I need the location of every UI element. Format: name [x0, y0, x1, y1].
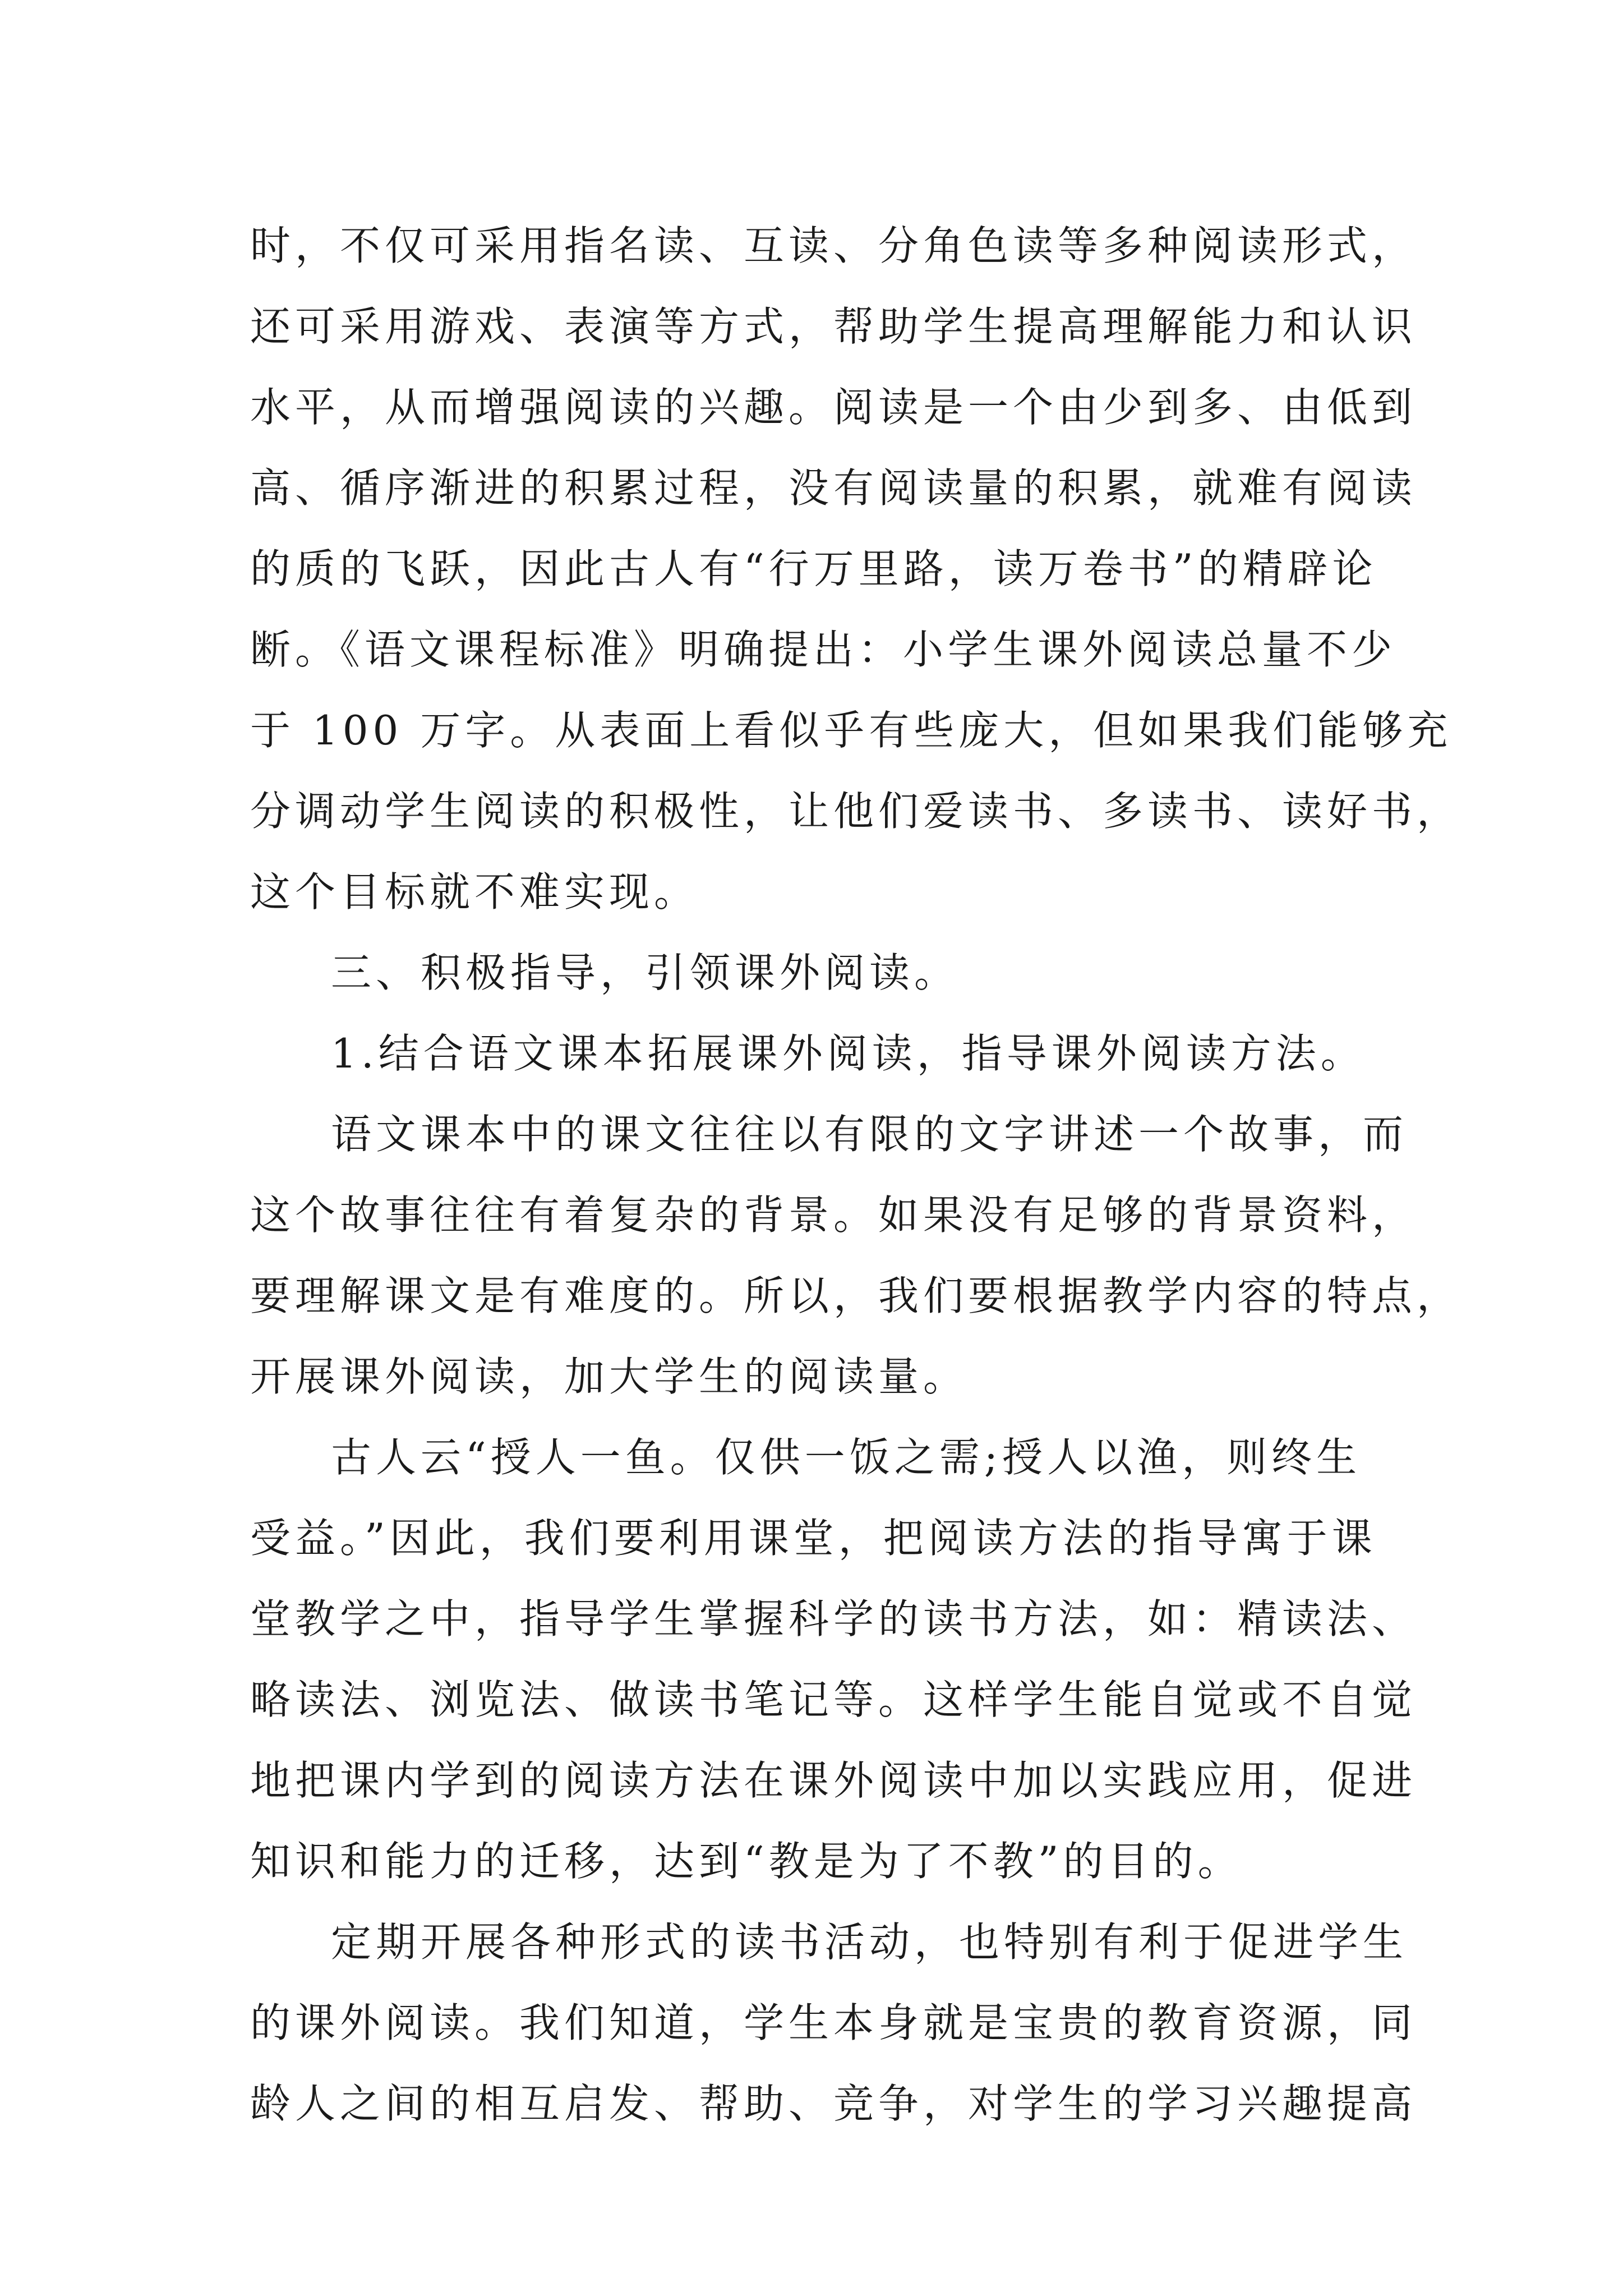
text-line: 受益。”因此，我们要利用课堂，把阅读方法的指导寓于课 [250, 1515, 1377, 1562]
text-line: 的质的飞跃，因此古人有“行万里路，读万卷书”的精辟论 [250, 545, 1377, 592]
text-line: 语文课本中的课文往往以有限的文字讲述一个故事，而 [331, 1111, 1408, 1158]
text-line: 水平，从而增强阅读的兴趣。阅读是一个由少到多、由低到 [250, 384, 1417, 431]
text-line: 高、循序渐进的积累过程，没有阅读量的积累，就难有阅读 [250, 464, 1417, 512]
text-line: 堂教学之中，指导学生掌握科学的读书方法，如：精读法、 [250, 1595, 1417, 1642]
text-line: 于 100 万字。从表面上看似乎有些庞大，但如果我们能够充 [250, 707, 1453, 754]
text-line: 古人云“授人一鱼。仅供一饭之需;授人以渔，则终生 [331, 1434, 1362, 1481]
text-line: 这个目标就不难实现。 [250, 868, 699, 915]
section-heading: 三、积极指导，引领课外阅读。 [331, 949, 960, 996]
text-line: 龄人之间的相互启发、帮助、竞争，对学生的学习兴趣提高 [250, 2080, 1417, 2127]
text-line: 开展课外阅读，加大学生的阅读量。 [250, 1353, 969, 1400]
text-line: 时，不仅可采用指名读、互读、分角色读等多种阅读形式， [250, 222, 1417, 269]
text-line: 这个故事往往有着复杂的背景。如果没有足够的背景资料， [250, 1191, 1417, 1239]
text-line: 略读法、浏览法、做读书笔记等。这样学生能自觉或不自觉 [250, 1676, 1417, 1723]
text-line: 的课外阅读。我们知道，学生本身就是宝贵的教育资源，同 [250, 1999, 1417, 2046]
text-line: 分调动学生阅读的积极性，让他们爱读书、多读书、读好书， [250, 788, 1462, 835]
text-line: 断。《语文课程标准》明确提出：小学生课外阅读总量不少 [250, 626, 1397, 673]
text-line: 知识和能力的迁移，达到“教是为了不教”的目的。 [250, 1838, 1243, 1885]
subsection-heading: 1.结合语文课本拓展课外阅读，指导课外阅读方法。 [331, 1030, 1366, 1077]
text-line: 地把课内学到的阅读方法在课外阅读中加以实践应用，促进 [250, 1757, 1417, 1804]
text-line: 还可采用游戏、表演等方式，帮助学生提高理解能力和认识 [250, 303, 1417, 350]
text-line: 定期开展各种形式的读书活动，也特别有利于促进学生 [331, 1918, 1408, 1966]
text-line: 要理解课文是有难度的。所以，我们要根据教学内容的特点， [250, 1272, 1462, 1319]
